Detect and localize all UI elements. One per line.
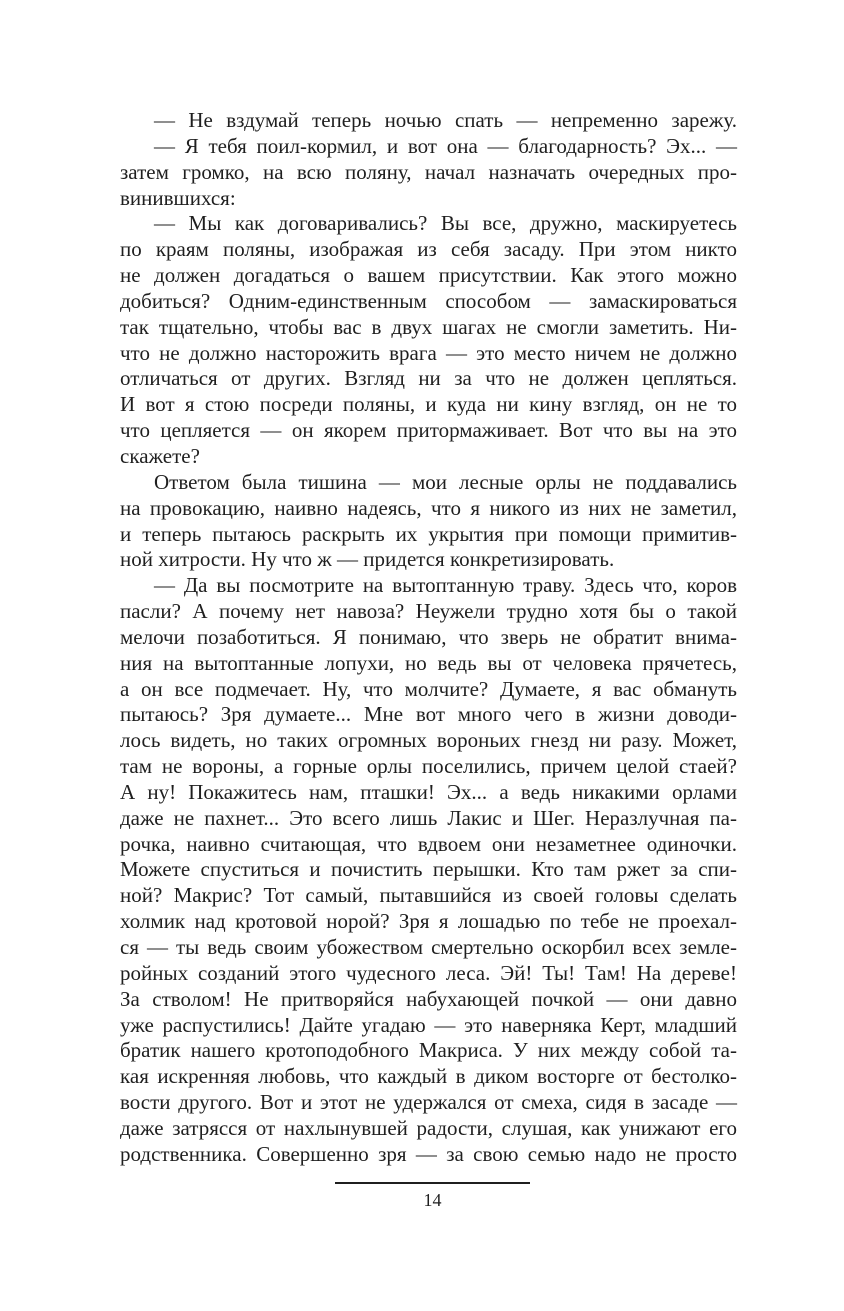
text-line: — Мы как договаривались? Вы все, дружно, маскируетесь — [154, 211, 737, 236]
text-line: братик нашего кротоподобного Макриса. У них между собой та- — [120, 1038, 737, 1063]
text-line: отличаться от других. Взгляд ни за что не должен цепляться. — [120, 366, 737, 391]
text-line: даже затрясся от нахлынувшей радости, слушая, как унижают его — [120, 1115, 737, 1140]
page-number: 14 — [423, 1190, 442, 1210]
text-line: ной? Макрис? Тот самый, пытавшийся из своей головы сделать — [120, 883, 737, 908]
text-line: родственника. Совершенно зря — за свою семью надо не просто — [120, 1141, 737, 1166]
text-line: холмик над кротовой норой? Зря я лошадью по тебе не проехал- — [120, 909, 737, 934]
text-line: пытаюсь? Зря думаете... Мне вот много чего в жизни доводи- — [120, 702, 737, 727]
text-line: винившихся: — [120, 185, 236, 210]
text-line: И вот я стою посреди поляны, и куда ни кину взгляд, он не то — [120, 392, 737, 417]
text-line: рочка, наивно считающая, что вдвоем они незаметнее одиночки. — [120, 831, 737, 856]
text-line: даже не пахнет... Это всего лишь Лакис и Шег. Неразлучная па- — [120, 805, 737, 830]
footer-rule — [335, 1182, 530, 1184]
text-line: мелочи позаботиться. Я понимаю, что зверь не обратит внима- — [120, 624, 737, 649]
text-line: вости другого. Вот и этот не удержался от смеха, сидя в засаде — — [120, 1090, 737, 1115]
text-line: что цепляется — он якорем притормаживает. Вот что вы на это — [120, 418, 737, 443]
text-line: За стволом! Не притворяйся набухающей почкой — они давно — [120, 986, 737, 1011]
text-line: кая искренняя любовь, что каждый в диком восторге от бестолко- — [120, 1064, 737, 1089]
text-line: скажете? — [120, 443, 200, 468]
text-line: уже распустились! Дайте угадаю — это наверняка Керт, младший — [120, 1012, 737, 1037]
text-line: — Да вы посмотрите на вытоптанную траву. Здесь что, коров — [154, 573, 737, 598]
text-line: затем громко, на всю поляну, начал назначать очередных про- — [120, 159, 737, 184]
text-line: Можете спуститься и почистить перышки. Кто там ржет за спи- — [120, 857, 737, 882]
text-line: — Я тебя поил-кормил, и вот она — благодарность? Эх... — — [154, 133, 737, 158]
text-line: и теперь пытаюсь раскрыть их укрытия при помощи примитив- — [120, 521, 737, 546]
text-line: ройных созданий этого чудесного леса. Эй! Ты! Там! На дереве! — [120, 960, 737, 985]
text-line: так тщательно, чтобы вас в двух шагах не смогли заметить. Ни- — [120, 314, 737, 339]
text-line: ной хитрости. Ну что ж — придется конкретизировать. — [120, 547, 615, 572]
text-line: ния на вытоптанные лопухи, но ведь вы от человека прячетесь, — [120, 650, 737, 675]
text-line: а он все подмечает. Ну, что молчите? Думаете, я вас обмануть — [120, 676, 737, 701]
text-line: там не вороны, а горные орлы поселились, причем целой стаей? — [120, 754, 737, 779]
text-line: Ответом была тишина — мои лесные орлы не поддавались — [154, 469, 737, 494]
text-line: лось видеть, но таких огромных вороньих гнезд ни разу. Может, — [120, 728, 737, 753]
body-text — [120, 108, 737, 1168]
text-line: пасли? А почему нет навоза? Неужели трудно хотя бы о такой — [120, 599, 737, 624]
text-line: А ну! Покажитесь нам, пташки! Эх... а ведь никакими орлами — [120, 779, 737, 804]
text-line: не должен догадаться о вашем присутствии. Как этого можно — [120, 263, 737, 288]
text-line: — Не вздумай теперь ночью спать — непременно зарежу. — [154, 108, 737, 132]
text-line: по краям поляны, изображая из себя засаду. При этом никто — [120, 237, 737, 262]
text-line: на провокацию, наивно надеясь, что я никого из них не заметил, — [120, 495, 737, 520]
text-line: ся — ты ведь своим убожеством смертельно оскорбил всех земле- — [120, 935, 737, 959]
text-line: добиться? Одним-единственным способом — замаскироваться — [120, 288, 737, 313]
text-line: что не должно насторожить врага — это место ничем не должно — [120, 340, 737, 365]
